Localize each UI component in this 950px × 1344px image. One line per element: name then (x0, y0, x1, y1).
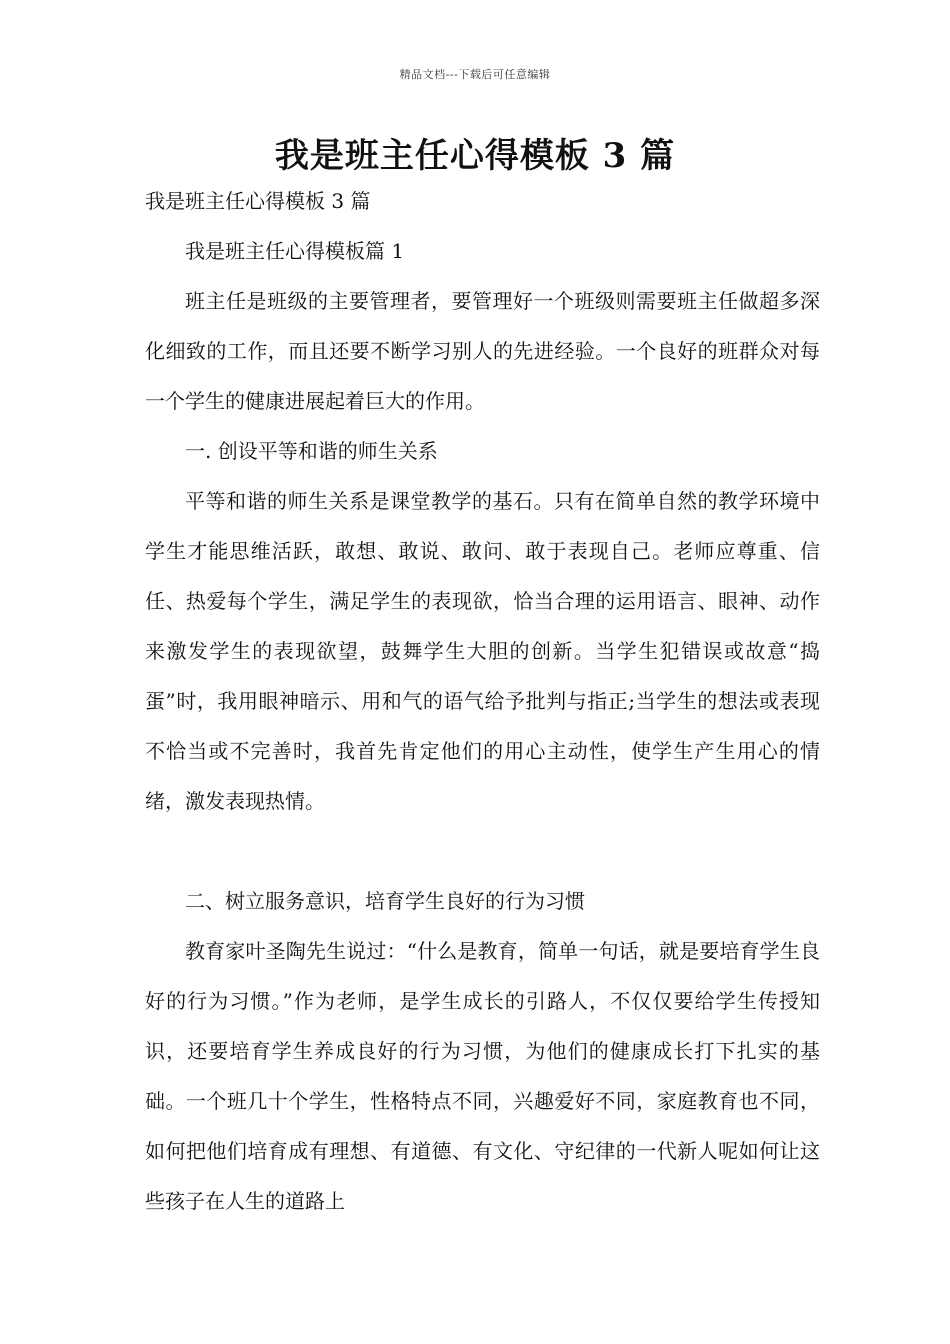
blank-line (145, 826, 820, 876)
section-heading: 二、树立服务意识，培育学生良好的行为习惯 (185, 889, 585, 913)
body-paragraph: 班主任是班级的主要管理者，要管理好一个班级则需要班主任做超多深化细致的工作，而且还要不断学习别人的先进经验。一个良好的班群众对每一个学生的健康进展起着巨大的作用。 (145, 289, 820, 413)
body-paragraph: 教育家叶圣陶先生说过：“什么是教育，简单一句话，就是要培育学生良好的行为习惯。”作为老师，是学生成长的引路人，不仅仅要给学生传授知识，还要培育学生养成良好的行为习惯，为他们的健康成长打下扎实的基础。一个班几十个学生，性格特点不同，兴趣爱好不同，家庭教育也不同，如何把他们培育成有理想、有道德、有文化、守纪律的一代新人呢如何让这些孩子在人生的道路上 (145, 939, 820, 1213)
section-heading: 我是班主任心得模板篇 1 (185, 239, 405, 263)
subtitle-paragraph: 我是班主任心得模板 3 篇 (145, 189, 371, 213)
document-body (145, 176, 820, 1226)
document-title: 我是班主任心得模板 3 篇 (274, 136, 676, 176)
body-paragraph: 平等和谐的师生关系是课堂教学的基石。只有在简单自然的教学环境中学生才能思维活跃，敢想、敢说、敢问、敢于表现自己。老师应尊重、信任、热爱每个学生，满足学生的表现欲，恰当合理的运用语言、眼神、动作来激发学生的表现欲望，鼓舞学生大胆的创新。当学生犯错误或故意“捣蛋”时，我用眼神暗示、用和气的语气给予批判与指正;当学生的想法或表现不恰当或不完善时，我首先肯定他们的用心主动性，使学生产生用心的情绪，激发表现热情。 (145, 489, 820, 813)
header-note: 精品文档---下载后可任意编辑 (399, 68, 551, 81)
section-heading: 一. 创设平等和谐的师生关系 (185, 439, 438, 463)
